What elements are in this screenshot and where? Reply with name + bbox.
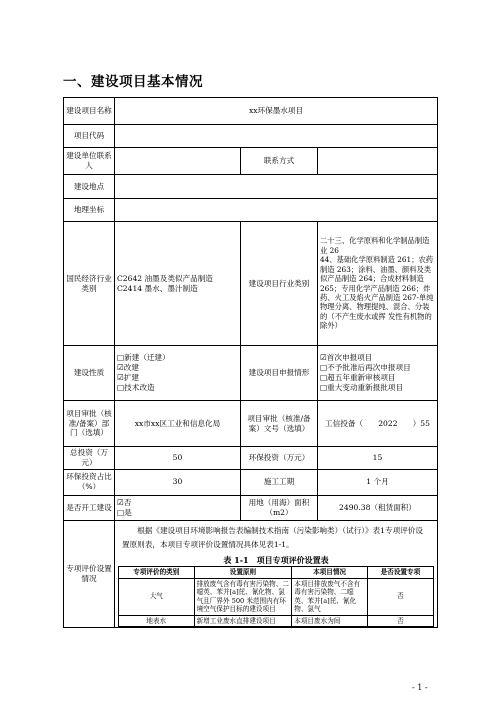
special-intro: 根据《建设项目环境影响报告表编制技术指南（污染影响类）（试行）》表1专项评价设置原则表，本项目专项评价设置情况具体见表1-1。 <box>122 525 423 550</box>
investment-value: 50 <box>115 447 241 470</box>
special-content <box>115 520 438 628</box>
row-project-name <box>64 98 438 125</box>
row-nature <box>64 346 438 401</box>
special-table-header <box>119 566 434 578</box>
contact-method-label: 联系方式 <box>241 148 318 175</box>
approval-value: xx市xx区工业和信息化局 <box>115 401 241 447</box>
table-row <box>119 578 434 615</box>
cell-set: 否 <box>367 615 433 627</box>
declare-option-major-change[interactable]: □重大变动重新报批项目 <box>320 382 404 392</box>
declare-option-five-year[interactable]: □超五年重新审核项目 <box>320 373 396 382</box>
section-title: 一、建设项目基本情况 <box>63 74 203 90</box>
industry-value: C2642 油墨及类似产品制造 C2414 墨水、墨汁制造 <box>115 222 241 346</box>
coordinates-value <box>115 199 438 222</box>
row-location <box>64 175 438 199</box>
approval-doc-value: 工信投备（ 2022 ）55 <box>318 401 438 447</box>
eia-category-value: 二十三、化学原料和化学制品制造业 26 44、基础化学原料制造 261；农药制造 263；涂料、油墨、颜料及类似产品制造 264；合成材料制造 265；专用化学产品制造 266；炸药、火工及焰火产品制造 267-单纯物理分离、物理提纯、混合、分装的（不产生废水或挥 发性有机物的除外） <box>318 222 438 346</box>
row-unit-contact <box>64 148 438 175</box>
approval-doc-label: 项目审批（核准/备案）文号（选填） <box>241 401 318 447</box>
declare-option-resubmit[interactable]: □不予批准后再次申报项目 <box>320 363 411 373</box>
project-code-label: 项目代码 <box>64 125 115 148</box>
unit-contact-label: 建设单位联系人 <box>64 148 115 175</box>
construction-period-value: 1 个月 <box>318 469 438 495</box>
project-name-value: xx环保墨水项目 <box>115 98 438 125</box>
started-option-yes[interactable]: □是 <box>117 507 132 517</box>
eia-category-label: 建设项目行业类别 <box>241 222 318 346</box>
nature-label: 建设性质 <box>64 346 115 401</box>
declare-option-first[interactable]: ☑首次申报项目 <box>320 353 373 363</box>
special-table-caption: 表 1-1 项目专项评价设置表 <box>223 554 329 565</box>
construction-period-label: 施工工期 <box>241 469 318 495</box>
project-info-table <box>63 97 438 628</box>
header-principle: 设置原则 <box>194 566 292 578</box>
env-investment-label: 环保投资（万元） <box>241 447 318 470</box>
row-investment <box>64 447 438 470</box>
unit-contact-value <box>115 148 241 175</box>
cell-category: 大气 <box>119 578 195 615</box>
cell-principle: 排放废气含有毒有害污染物、二噁英、苯并[a]芘、氰化物、氯气且厂界外 500 米范围内有环境空气保护目标的建设项目 <box>194 578 292 615</box>
started-option-no[interactable]: ☑否 <box>117 497 132 507</box>
cell-set: 否 <box>367 578 433 615</box>
header-category: 专项评价的类别 <box>119 566 195 578</box>
project-code-value <box>115 125 438 148</box>
nature-option-tech[interactable]: □技术改造 <box>117 382 155 392</box>
row-coordinates <box>64 199 438 222</box>
declare-options <box>318 346 438 401</box>
nature-option-new[interactable]: □新建（迁建） <box>117 353 170 363</box>
header-status: 本项目情况 <box>292 566 368 578</box>
special-eval-table <box>118 566 434 627</box>
ratio-value: 30 <box>115 469 241 495</box>
row-project-code <box>64 125 438 148</box>
row-special <box>64 520 438 628</box>
ratio-label: 环保投资占比（%） <box>64 469 115 495</box>
cell-status: 本项目排放废气不含有毒有害污染物、二噁英、苯并[a]芘、氰化物、氯气 <box>292 578 368 615</box>
header-set: 是否设置专项 <box>367 566 433 578</box>
env-investment-value: 15 <box>318 447 438 470</box>
land-area-value: 2490.38（租赁面积） <box>318 495 438 520</box>
row-industry <box>64 222 438 346</box>
nature-option-expand[interactable]: ☑扩建 <box>117 373 139 382</box>
approval-label: 项目审批（核准/备案）部门（选填） <box>64 401 115 447</box>
table-row <box>119 615 434 627</box>
land-area-label: 用地（用海）面积（m2） <box>241 495 318 520</box>
special-label: 专项评价设置情况 <box>64 520 115 628</box>
contact-method-value <box>318 148 438 175</box>
project-name-label: 建设项目名称 <box>64 98 115 125</box>
nature-options <box>115 346 241 401</box>
nature-option-rebuild[interactable]: ☑改建 <box>117 363 139 373</box>
row-started <box>64 495 438 520</box>
coordinates-label: 地理坐标 <box>64 199 115 222</box>
declare-label: 建设项目申报情形 <box>241 346 318 401</box>
started-options <box>115 495 241 520</box>
industry-label: 国民经济行业类别 <box>64 222 115 346</box>
location-value <box>115 175 438 199</box>
row-approval <box>64 401 438 447</box>
row-ratio <box>64 469 438 495</box>
location-label: 建设地点 <box>64 175 115 199</box>
investment-label: 总投资（万元） <box>64 447 115 470</box>
started-label: 是否开工建设 <box>64 495 115 520</box>
cell-principle: 新增工业废水直排建设项目 <box>194 615 292 627</box>
cell-category: 地表水 <box>119 615 195 627</box>
cell-status: 本项目废水为间 <box>292 615 368 627</box>
page-number: - 1 - <box>412 683 428 692</box>
